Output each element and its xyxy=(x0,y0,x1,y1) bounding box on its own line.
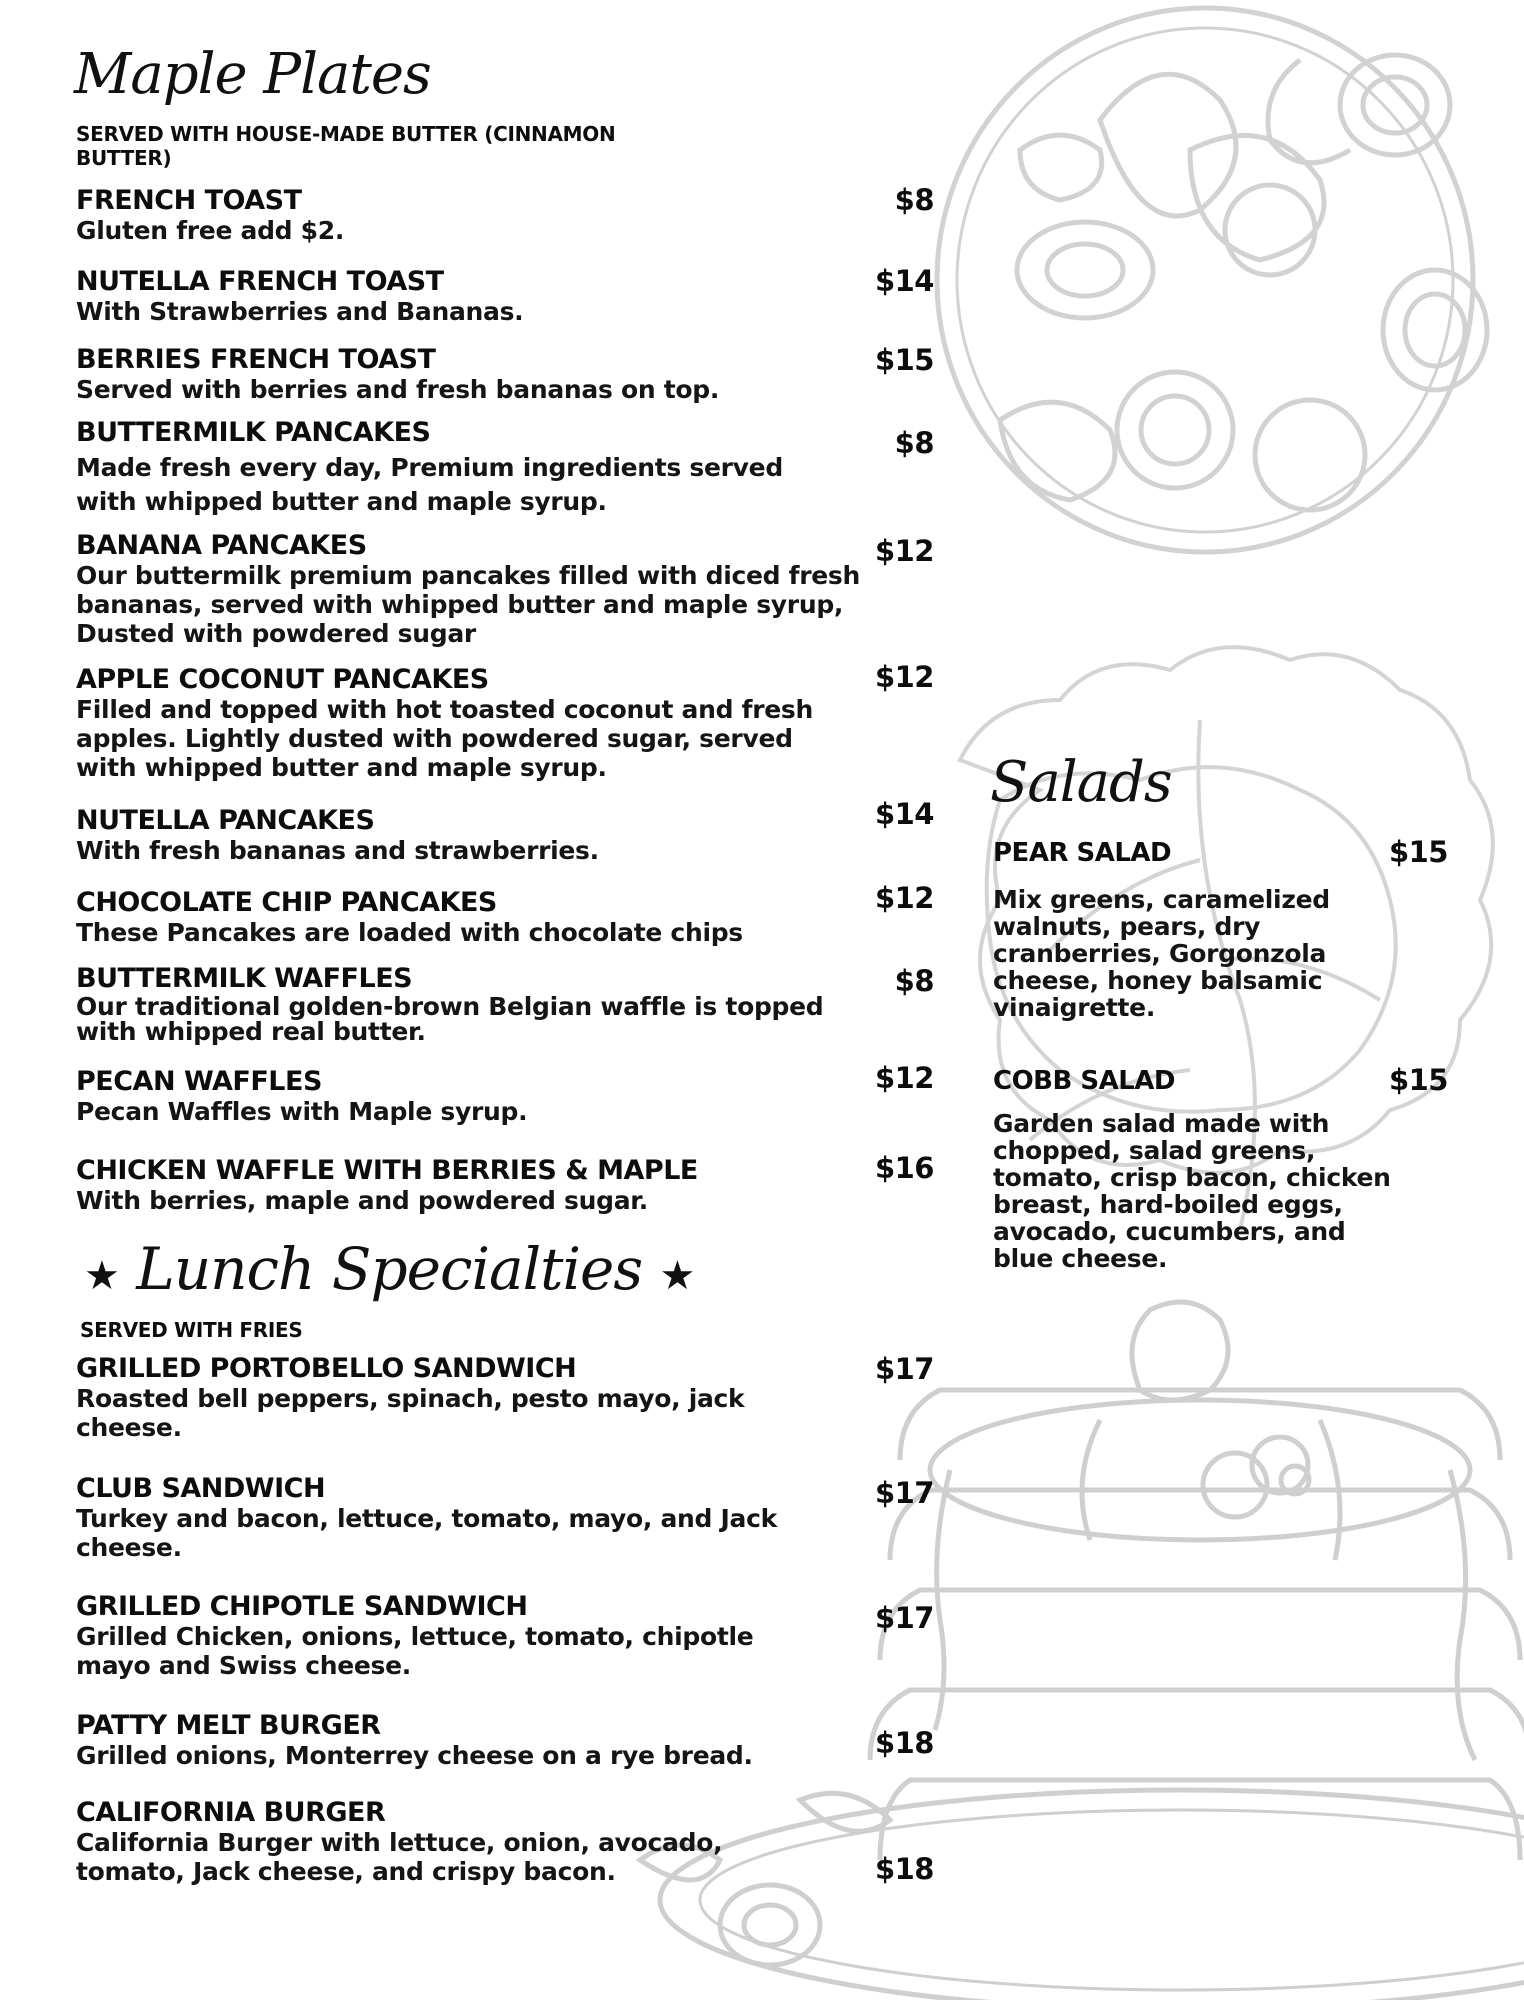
item-description: With fresh bananas and strawberries. xyxy=(76,836,599,865)
menu-item xyxy=(993,1066,1393,1272)
item-price: $8 xyxy=(894,964,934,998)
item-price: $12 xyxy=(874,660,934,694)
menu-item xyxy=(76,888,876,947)
item-name: BANANA PANCAKES xyxy=(76,530,367,561)
lunch-specialties-title xyxy=(84,1235,694,1303)
item-name: PECAN WAFFLES xyxy=(76,1066,322,1097)
item-name: CHOCOLATE CHIP PANCAKES xyxy=(76,887,497,918)
maple-plates-title: Maple Plates xyxy=(74,42,431,107)
item-description: These Pancakes are loaded with chocolate chips xyxy=(76,918,743,947)
item-name: GRILLED CHIPOTLE SANDWICH xyxy=(76,1591,528,1622)
menu-item xyxy=(76,1711,876,1770)
menu-item xyxy=(76,345,876,404)
menu-item xyxy=(76,1798,756,1886)
item-price: $8 xyxy=(894,426,934,460)
menu-item xyxy=(76,1354,796,1442)
star-icon: ★ xyxy=(84,1253,119,1299)
menu-item xyxy=(76,267,876,326)
menu-item xyxy=(76,1474,836,1562)
salad-bowl-illustration xyxy=(937,8,1487,552)
salads-title: Salads xyxy=(990,750,1172,815)
item-price: $18 xyxy=(874,1726,934,1760)
menu-item xyxy=(993,838,1393,1021)
item-name: PEAR SALAD xyxy=(993,838,1172,868)
item-name: FRENCH TOAST xyxy=(76,185,302,216)
item-name: BUTTERMILK WAFFLES xyxy=(76,963,413,994)
item-description: Garden salad made with chopped, salad greens, tomato, crisp bacon, chicken breast, hard-boiled eggs, avocado, cucumbers, and blue cheese. xyxy=(993,1109,1391,1273)
item-price: $15 xyxy=(1388,1063,1448,1097)
item-name: CALIFORNIA BURGER xyxy=(76,1797,386,1828)
item-price: $15 xyxy=(1388,835,1448,869)
item-price: $15 xyxy=(874,343,934,377)
item-description: Mix greens, caramelized walnuts, pears, dry cranberries, Gorgonzola cheese, honey balsamic vinaigrette. xyxy=(993,885,1330,1022)
item-name: NUTELLA PANCAKES xyxy=(76,805,375,836)
item-price: $14 xyxy=(874,797,934,831)
menu-item xyxy=(76,418,816,519)
menu-item xyxy=(76,531,876,648)
item-name: COBB SALAD xyxy=(993,1066,1175,1096)
item-description: Pecan Waffles with Maple syrup. xyxy=(76,1097,528,1126)
menu-item xyxy=(76,665,856,782)
item-price: $12 xyxy=(874,881,934,915)
item-price: $17 xyxy=(874,1476,934,1510)
menu-item xyxy=(76,1592,796,1680)
item-name: CHICKEN WAFFLE WITH BERRIES & MAPLE xyxy=(76,1155,698,1186)
item-description: With berries, maple and powdered sugar. xyxy=(76,1186,648,1215)
item-name: PATTY MELT BURGER xyxy=(76,1710,381,1741)
item-description: California Burger with lettuce, onion, avocado, tomato, Jack cheese, and crispy bacon. xyxy=(76,1828,723,1886)
menu-item xyxy=(76,964,876,1044)
maple-plates-subtitle: SERVED WITH HOUSE-MADE BUTTER (CINNAMON BUTTER) xyxy=(76,122,616,170)
item-name: BERRIES FRENCH TOAST xyxy=(76,344,436,375)
item-description: Our traditional golden-brown Belgian waffle is topped with whipped real butter. xyxy=(76,992,824,1046)
item-price: $8 xyxy=(894,183,934,217)
item-name: NUTELLA FRENCH TOAST xyxy=(76,266,444,297)
item-description: Turkey and bacon, lettuce, tomato, mayo, and Jack cheese. xyxy=(76,1504,777,1562)
item-name: APPLE COCONUT PANCAKES xyxy=(76,664,489,695)
lunch-subtitle: SERVED WITH FRIES xyxy=(80,1318,303,1342)
lunch-title-text: Lunch Specialties xyxy=(136,1235,643,1303)
menu-item xyxy=(76,806,876,865)
item-description: With Strawberries and Bananas. xyxy=(76,297,524,326)
star-icon: ★ xyxy=(659,1253,695,1299)
item-description: Grilled Chicken, onions, lettuce, tomato, chipotle mayo and Swiss cheese. xyxy=(76,1622,754,1680)
item-description: Roasted bell peppers, spinach, pesto mayo, jack cheese. xyxy=(76,1384,745,1442)
item-price: $17 xyxy=(874,1601,934,1635)
item-price: $18 xyxy=(874,1852,934,1886)
menu-item xyxy=(76,1067,876,1126)
item-description: Gluten free add $2. xyxy=(76,216,345,245)
menu-item xyxy=(76,186,876,245)
item-name: GRILLED PORTOBELLO SANDWICH xyxy=(76,1353,577,1384)
item-price: $12 xyxy=(874,534,934,568)
item-price: $16 xyxy=(874,1151,934,1185)
item-description: Our buttermilk premium pancakes filled with diced fresh bananas, served with whipped butter and maple syrup, Dusted with powdered sugar xyxy=(76,561,861,648)
item-price: $14 xyxy=(874,264,934,298)
item-name: BUTTERMILK PANCAKES xyxy=(76,417,431,448)
item-description: Made fresh every day, Premium ingredients served with whipped butter and maple syrup. xyxy=(76,453,783,516)
item-description: Grilled onions, Monterrey cheese on a rye bread. xyxy=(76,1741,753,1770)
item-description: Served with berries and fresh bananas on top. xyxy=(76,375,720,404)
item-description: Filled and topped with hot toasted coconut and fresh apples. Lightly dusted with powdered sugar, served with whipped butter and maple syrup. xyxy=(76,695,813,782)
item-name: CLUB SANDWICH xyxy=(76,1473,326,1504)
menu-item xyxy=(76,1156,876,1215)
item-price: $12 xyxy=(874,1061,934,1095)
item-price: $17 xyxy=(874,1352,934,1386)
